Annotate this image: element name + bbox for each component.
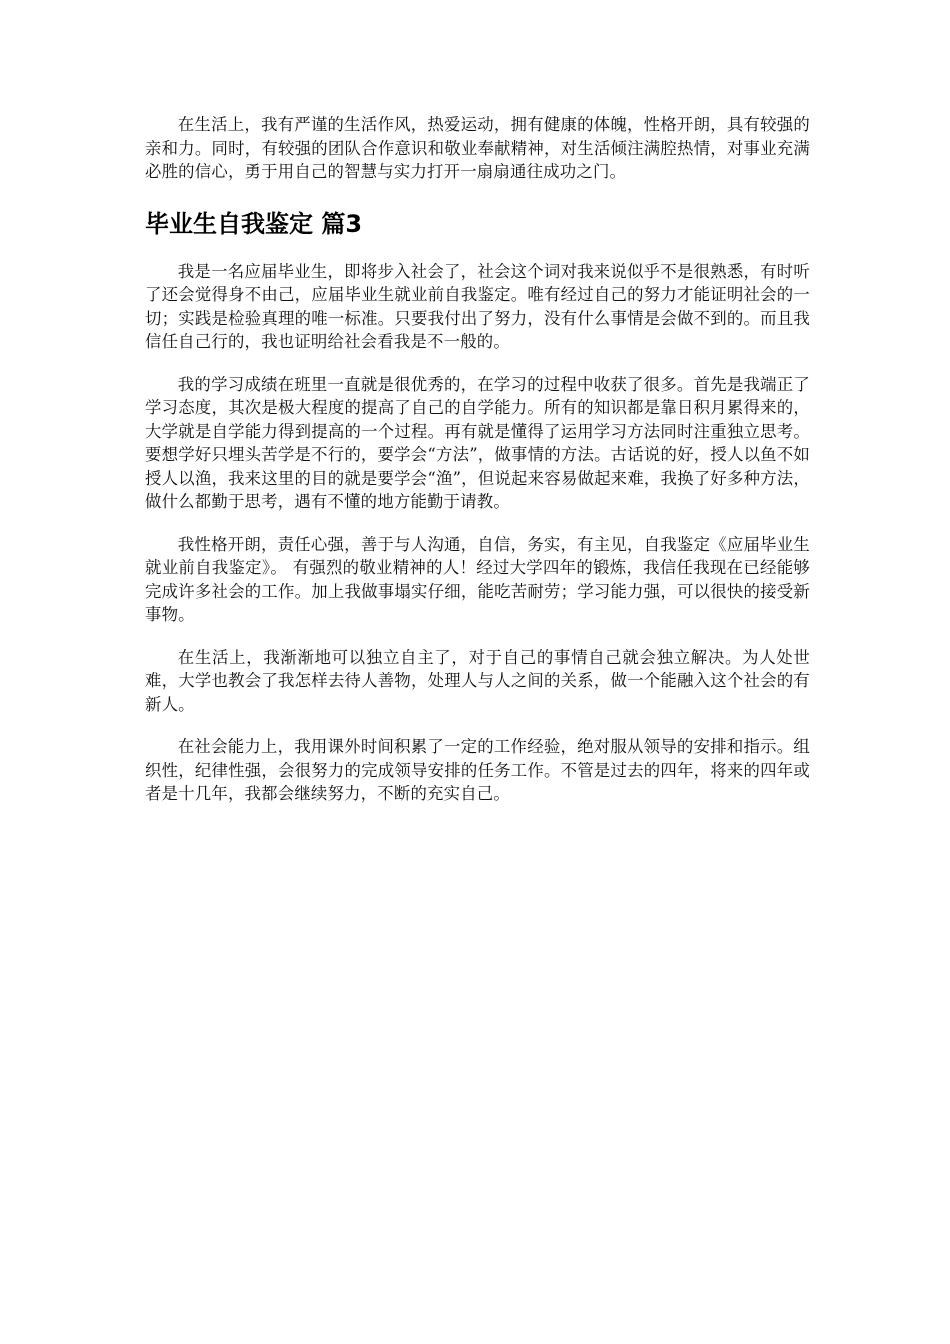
body-paragraph-3: 我性格开朗，责任心强，善于与人沟通，自信，务实，有主见，自我鉴定《应届毕业生就业前自我鉴定》。 有强烈的敬业精神的人！经过大学四年的锻炼，我信任我现在已经能够完成许多社会的工作。加上我做事塌实仔细，能吃苦耐劳；学习能力强，可以很快的接受新事物。 (145, 534, 810, 624)
section-heading: 毕业生自我鉴定 篇3 (145, 209, 363, 238)
body-paragraph-2: 我的学习成绩在班里一直就是很优秀的，在学习的过程中收获了很多。首先是我端正了学习态度，其次是极大程度的提高了自己的自学能力。所有的知识都是靠日积月累得来的，大学就是自学能力得到提高的一个过程。再有就是懂得了运用学习方法同时注重独立思考。要想学好只埋头苦学是不行的，要学会“方法”，做事情的方法。古话说的好，授人以鱼不如授人以渔，我来这里的目的就是要学会“渔”，但说起来容易做起来难，我换了好多种方法，做什么都勤于思考，遇有不懂的地方能勤于请教。 (145, 374, 810, 511)
intro-paragraph: 在生活上，我有严谨的生活作风，热爱运动，拥有健康的体魄，性格开朗，具有较强的亲和力。同时，有较强的团队合作意识和敬业奉献精神，对生活倾注满腔热情，对事业充满必胜的信心，勇于用自己的智慧与实力打开一扇扇通往成功之门。 (145, 115, 810, 181)
body-paragraph-1: 我是一名应届毕业生，即将步入社会了，社会这个词对我来说似乎不是很熟悉，有时听了还会觉得身不由己，应届毕业生就业前自我鉴定。唯有经过自己的努力才能证明社会的一切；实践是检验真理的唯一标准。只要我付出了努力，没有什么事情是会做不到的。而且我信任自己行的，我也证明给社会看我是不一般的。 (145, 261, 810, 351)
body-paragraph-4: 在生活上，我渐渐地可以独立自主了，对于自己的事情自己就会独立解决。为人处世难，大学也教会了我怎样去待人善物，处理人与人之间的关系，做一个能融入这个社会的有新人。 (145, 647, 810, 714)
document-page (145, 113, 810, 825)
body-paragraph-5: 在社会能力上，我用课外时间积累了一定的工作经验，绝对服从领导的安排和指示。组织性，纪律性强，会很努力的完成领导安排的任务工作。不管是过去的四年，将来的四年或者是十几年，我都会继续努力，不断的充实自己。 (145, 737, 810, 803)
